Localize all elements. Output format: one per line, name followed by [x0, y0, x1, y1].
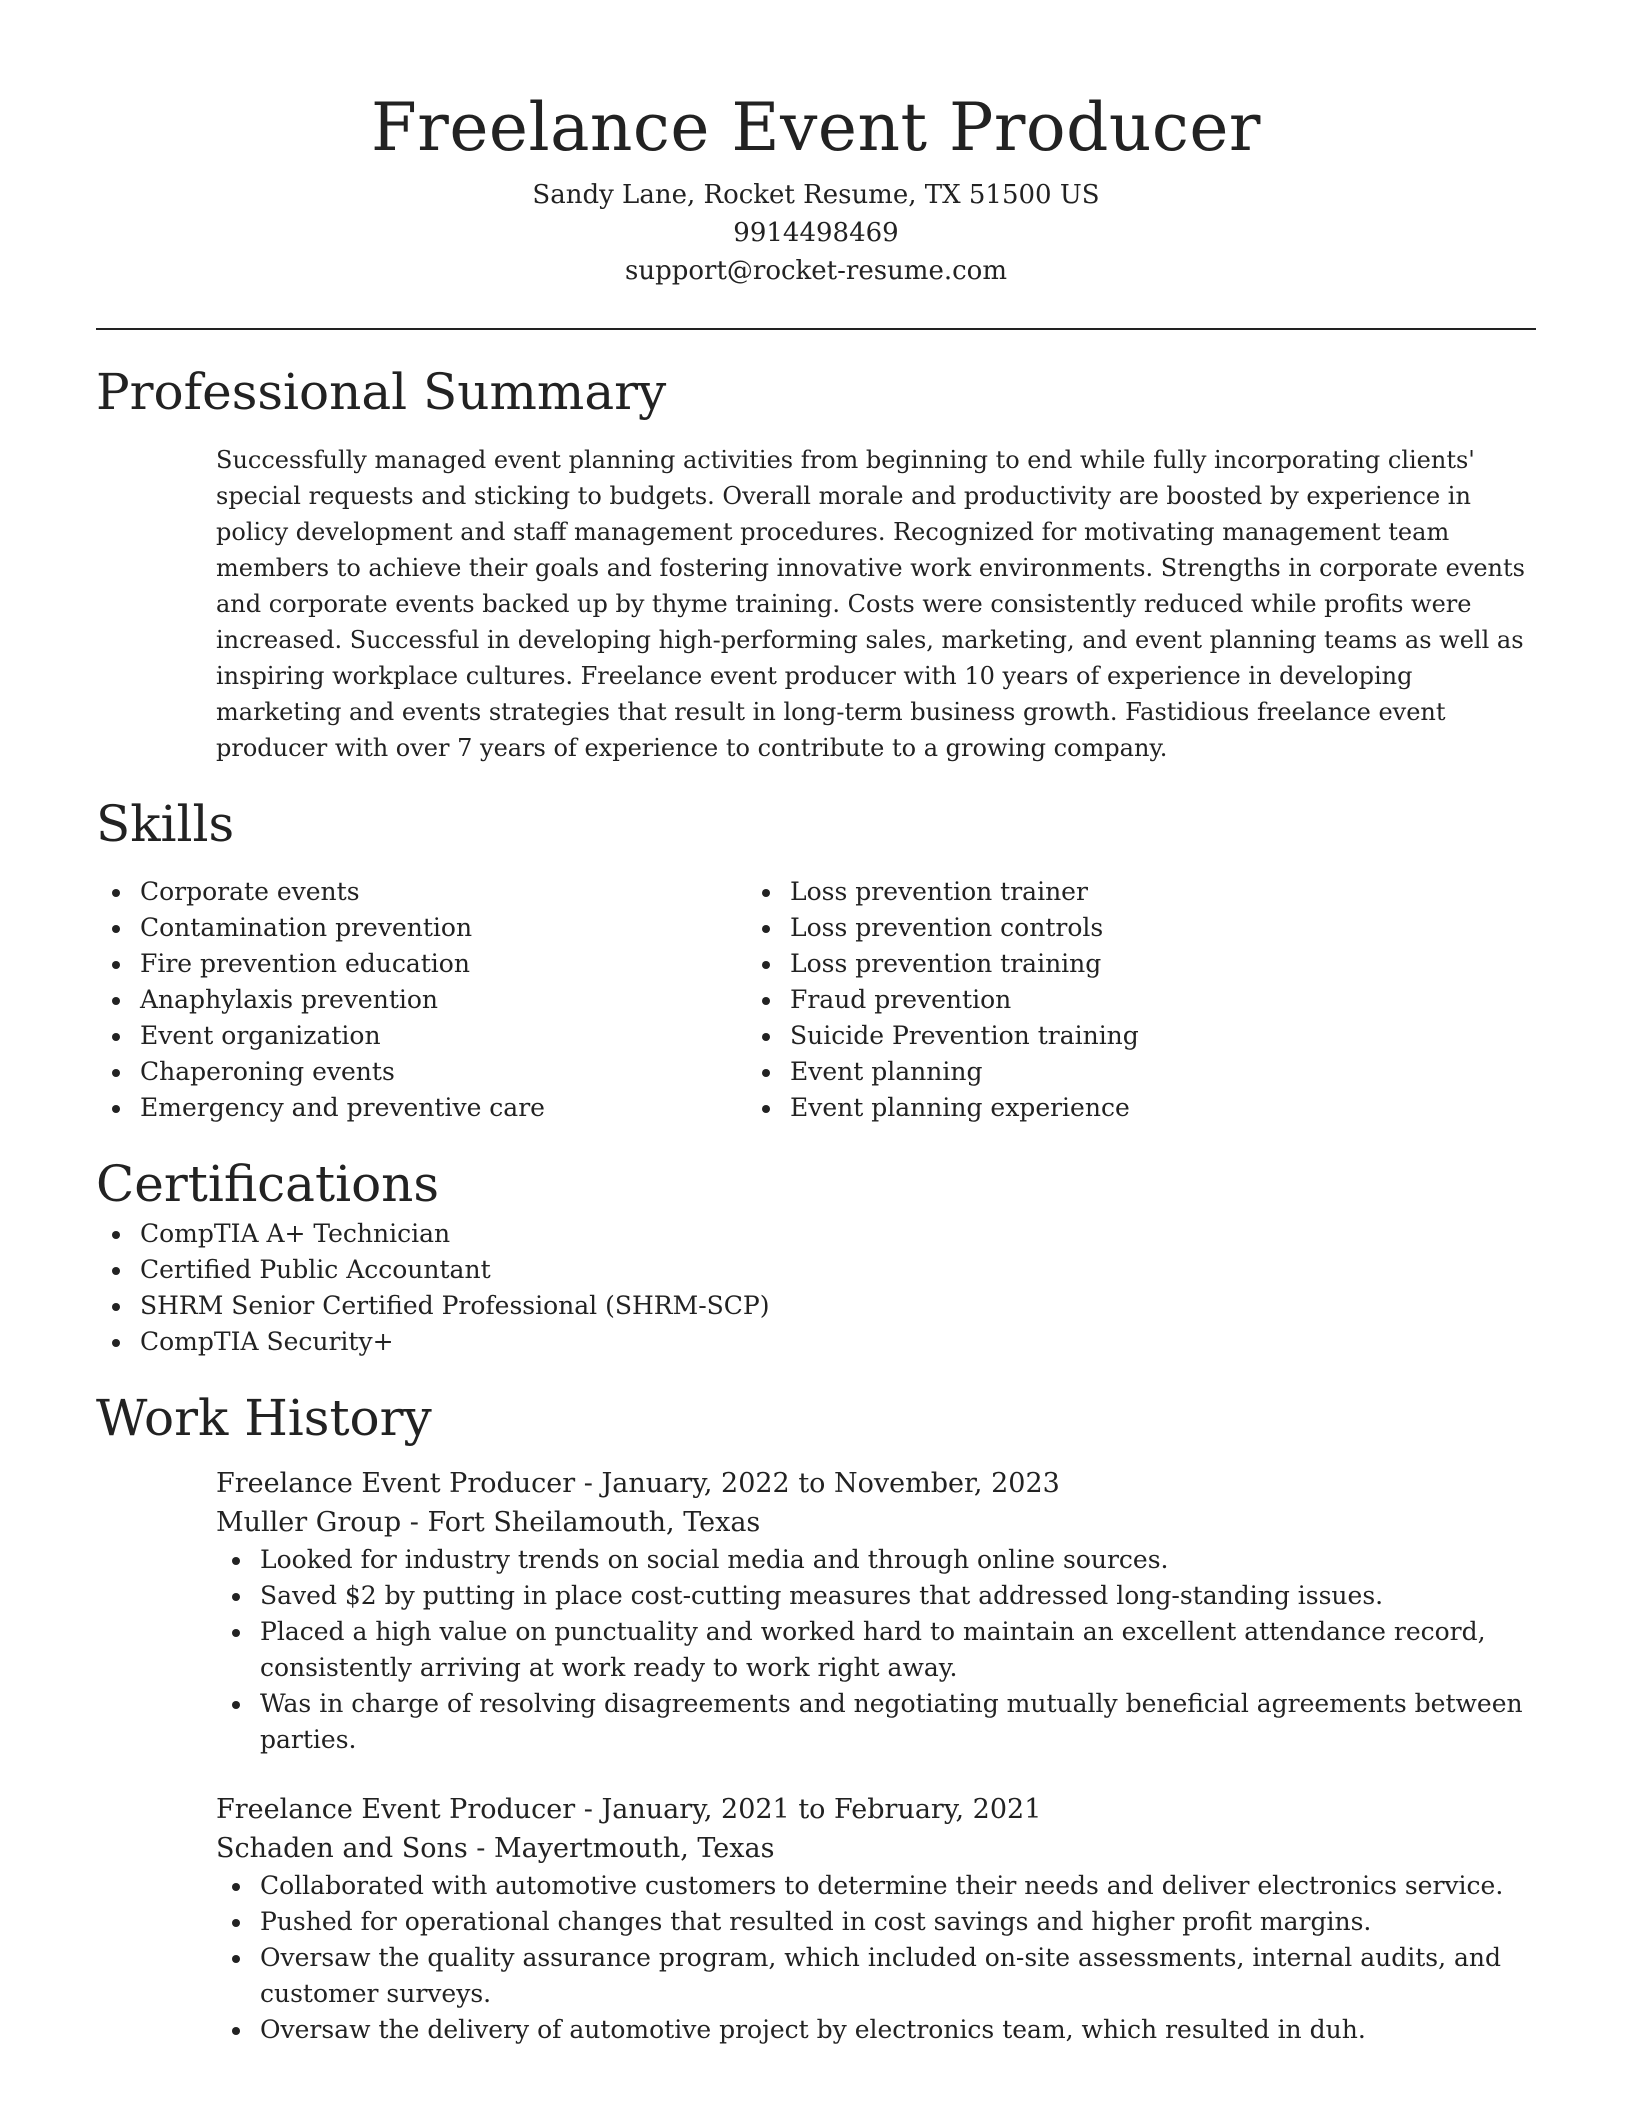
resume-header: [96, 0, 1536, 290]
work-history-heading: Work History: [96, 1389, 432, 1447]
summary-heading: Professional Summary: [96, 363, 667, 421]
skill-item: Fire prevention education: [96, 946, 746, 982]
skill-item: Chaperoning events: [96, 1054, 746, 1090]
responsibility-item: Saved $2 by putting in place cost-cutting measures that addressed long-standing issues.: [216, 1578, 1536, 1614]
skill-item: Event planning: [746, 1054, 1396, 1090]
job-company: Schaden and Sons: [216, 1833, 468, 1864]
skills-heading: Skills: [96, 795, 235, 853]
skill-item: Loss prevention controls: [746, 910, 1396, 946]
certifications-list: [96, 1216, 1536, 1360]
job-dates: January, 2021 to February, 2021: [601, 1794, 1042, 1825]
job-responsibilities: [216, 1868, 1536, 2048]
job-header: [216, 1790, 1536, 1868]
job-location: Mayertmouth, Texas: [494, 1833, 775, 1864]
responsibility-item: Looked for industry trends on social media and through online sources.: [216, 1542, 1536, 1578]
certifications-heading: Certifications: [96, 1155, 440, 1213]
contact-info: [96, 176, 1536, 290]
skill-item: Suicide Prevention training: [746, 1018, 1396, 1054]
responsibility-item: Oversaw the quality assurance program, which included on-site assessments, internal audits, and customer surveys.: [216, 1940, 1536, 2012]
resume-title: Freelance Event Producer: [371, 89, 1261, 166]
skill-item: Loss prevention trainer: [746, 874, 1396, 910]
responsibility-item: Was in charge of resolving disagreements and negotiating mutually beneficial agreements between parties.: [216, 1686, 1536, 1758]
contact-phone: 9914498469: [733, 218, 899, 248]
skill-item: Event planning experience: [746, 1090, 1396, 1126]
job-header: [216, 1464, 1536, 1542]
job-role: Freelance Event Producer: [216, 1794, 576, 1825]
certification-item: SHRM Senior Certified Professional (SHRM-SCP): [96, 1288, 1536, 1324]
contact-email: support@rocket-resume.com: [624, 256, 1007, 286]
skills-list-right: [746, 874, 1396, 1126]
certification-item: CompTIA Security+: [96, 1324, 1536, 1360]
job-company: Muller Group: [216, 1507, 402, 1538]
skill-item: Emergency and preventive care: [96, 1090, 746, 1126]
skill-item: Loss prevention training: [746, 946, 1396, 982]
job-dates: January, 2022 to November, 2023: [601, 1468, 1060, 1499]
responsibility-item: Pushed for operational changes that resulted in cost savings and higher profit margins.: [216, 1904, 1536, 1940]
job-title-line: Freelance Event Producer - January, 2022 to November, 2023: [216, 1468, 1060, 1499]
skill-item: Fraud prevention: [746, 982, 1396, 1018]
header-divider: [96, 328, 1536, 330]
skill-item: Corporate events: [96, 874, 746, 910]
job-title-line: Freelance Event Producer - January, 2021 to February, 2021: [216, 1794, 1042, 1825]
certification-item: Certified Public Accountant: [96, 1252, 1536, 1288]
skill-item: Anaphylaxis prevention: [96, 982, 746, 1018]
job-company-line: Schaden and Sons - Mayertmouth, Texas: [216, 1833, 775, 1864]
skills-list-left: [96, 874, 746, 1126]
responsibility-item: Placed a high value on punctuality and worked hard to maintain an excellent attendance record, consistently arriving at work ready to work right away.: [216, 1614, 1536, 1686]
job-responsibilities: [216, 1542, 1536, 1758]
job-entry: [216, 1790, 1536, 2048]
responsibility-item: Collaborated with automotive customers to determine their needs and deliver electronics service.: [216, 1868, 1536, 1904]
contact-address: Sandy Lane, Rocket Resume, TX 51500 US: [532, 180, 1100, 210]
job-entry: [216, 1464, 1536, 1758]
certification-item: CompTIA A+ Technician: [96, 1216, 1536, 1252]
skill-item: Event organization: [96, 1018, 746, 1054]
skill-item: Contamination prevention: [96, 910, 746, 946]
job-company-line: Muller Group - Fort Sheilamouth, Texas: [216, 1507, 761, 1538]
responsibility-item: Oversaw the delivery of automotive project by electronics team, which resulted in duh.: [216, 2012, 1536, 2048]
resume-page: [96, 0, 1536, 2048]
job-location: Fort Sheilamouth, Texas: [427, 1507, 761, 1538]
summary-text: Successfully managed event planning activities from beginning to end while fully incorporating clients' special requests and sticking to budgets. Overall morale and productivity are boosted by experience in policy development and staff management procedures. Recognized for motivating management team members to achieve their goals and fostering innovative work environments. Strengths in corporate events and corporate events backed up by thyme training. Costs were consistently reduced while profits were increased. Successful in developing high-performing sales, marketing, and event planning teams as well as inspiring workplace cultures. Freelance event producer with 10 years of experience in developing marketing and events strategies that result in long-term business growth. Fastidious freelance event producer with over 7 years of experience to contribute to a growing company.: [216, 446, 1525, 762]
skills-columns: [96, 874, 1536, 1126]
job-role: Freelance Event Producer: [216, 1468, 576, 1499]
